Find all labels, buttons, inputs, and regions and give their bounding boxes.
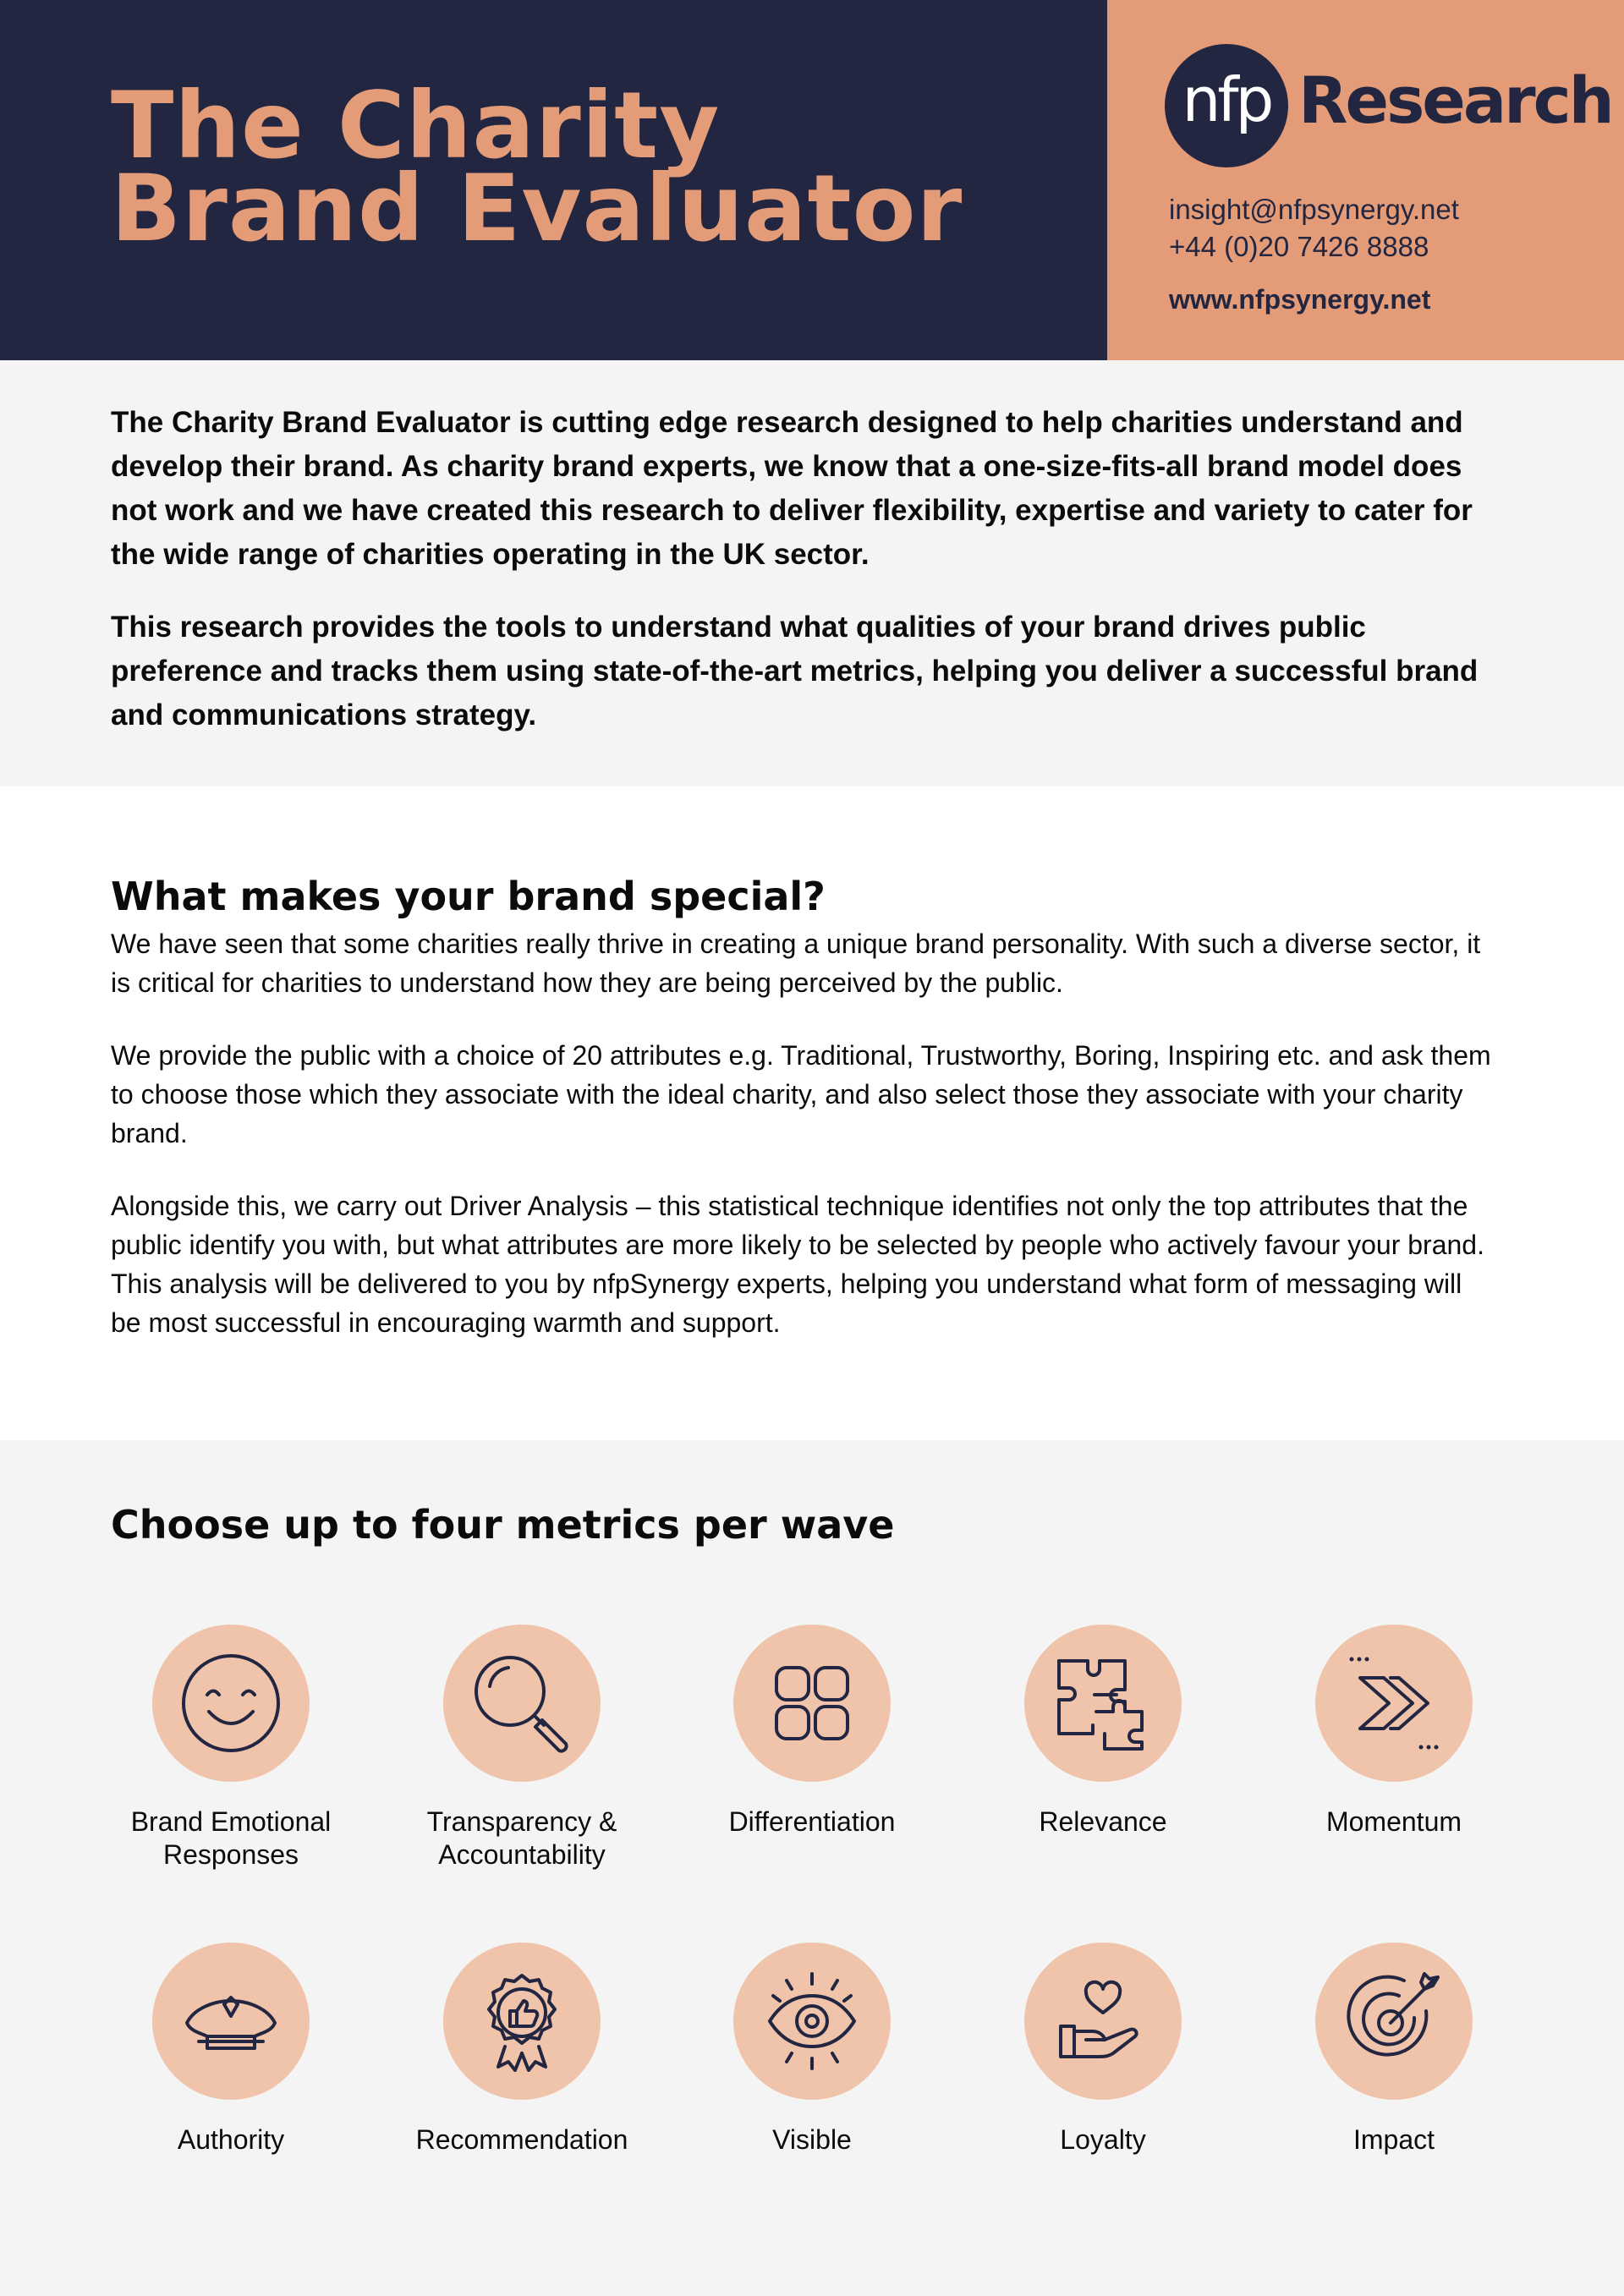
header-title-panel xyxy=(0,0,1107,360)
intro-section xyxy=(0,360,1624,786)
metric-icon-circle xyxy=(733,1943,891,2100)
logo-wordmark: Research xyxy=(1298,63,1612,138)
metric-icon-circle xyxy=(733,1625,891,1782)
target-arrow-icon xyxy=(1343,1970,1445,2072)
title-line-1: The Charity xyxy=(111,72,721,179)
intro-paragraph-2: This research provides the tools to understand what qualities of your brand drives public preference and tracks them using state-of-the-art metrics, helping you deliver a successful brand and communications strategy. xyxy=(111,611,1479,732)
eye-icon xyxy=(761,1970,863,2072)
metric-icon-circle xyxy=(1024,1625,1182,1782)
section-heading: What makes your brand special? xyxy=(111,874,826,919)
chevrons-icon xyxy=(1343,1652,1445,1754)
special-paragraph-1: We have seen that some charities really thrive in creating a unique brand personality. With such a diverse sector, it is critical for charities to understand how they are being perceived by the public. xyxy=(111,929,1481,998)
contact-details xyxy=(1169,191,1459,318)
metric-label: Brand Emotional Responses xyxy=(130,1806,332,1870)
contact-phone[interactable]: +44 (0)20 7426 8888 xyxy=(1169,231,1429,262)
special-paragraph-3: Alongside this, we carry out Driver Analysis – this statistical technique identifies not only the top attributes that the public identify you with, but what attributes are more likely to be selected by people who actively favour your brand. This analysis will be delivered to you by nfpSynergy experts, helping you understand what form of messaging will be most successful in encouraging warmth and support. xyxy=(111,1191,1484,1338)
intro-paragraph-1: The Charity Brand Evaluator is cutting edge research designed to help charities understand and develop their brand. As charity brand experts, we know that a one-size-fits-all brand model does not work and we have created this research to deliver flexibility, expertise and variety to cater for the wide range of charities operating in the UK sector. xyxy=(111,406,1473,571)
metric-label: Differentiation xyxy=(728,1806,896,1837)
metric-label: Authority xyxy=(177,2124,285,2155)
nfp-research-logo xyxy=(1165,44,1612,167)
title-line-2: Brand Evaluator xyxy=(111,155,963,262)
special-paragraph-2: We provide the public with a choice of 20 attributes e.g. Traditional, Trustworthy, Boring, Inspiring etc. and ask them to choose those which they associate with the ideal charity, and also select those they associate with your charity brand. xyxy=(111,1040,1491,1148)
metric-label: Transparency & Accountability xyxy=(426,1806,617,1870)
heart-hand-icon xyxy=(1052,1970,1154,2072)
grid-icon xyxy=(761,1652,863,1754)
metric-label: Loyalty xyxy=(1060,2124,1146,2155)
metric-label: Recommendation xyxy=(415,2124,628,2155)
metric-icon-circle xyxy=(443,1625,601,1782)
metric-label: Impact xyxy=(1352,2124,1435,2155)
metrics-heading: Choose up to four metrics per wave xyxy=(111,1502,895,1548)
metric-icon-circle xyxy=(1315,1943,1473,2100)
metric-label: Relevance xyxy=(1039,1806,1167,1837)
metric-icon-circle xyxy=(152,1943,310,2100)
metric-label: Visible xyxy=(772,2124,852,2155)
header-banner xyxy=(0,0,1624,360)
contact-email[interactable]: insight@nfpsynergy.net xyxy=(1169,194,1459,225)
metric-icon-circle xyxy=(1315,1625,1473,1782)
metric-icon-circle xyxy=(152,1625,310,1782)
contact-website[interactable]: www.nfpsynergy.net xyxy=(1169,284,1431,315)
metrics-section xyxy=(0,1440,1624,2296)
page-title xyxy=(111,72,963,262)
logo-mark: nfp xyxy=(1165,44,1288,167)
puzzle-icon xyxy=(1052,1652,1154,1754)
thumbs-up-badge-icon xyxy=(471,1970,573,2072)
metric-label: Momentum xyxy=(1325,1806,1462,1837)
metric-icon-circle xyxy=(1024,1943,1182,2100)
magnifier-icon xyxy=(471,1652,573,1754)
brand-special-section xyxy=(0,786,1624,1440)
police-cap-icon xyxy=(180,1970,282,2072)
metric-icon-circle xyxy=(443,1943,601,2100)
smiley-icon xyxy=(180,1652,282,1754)
